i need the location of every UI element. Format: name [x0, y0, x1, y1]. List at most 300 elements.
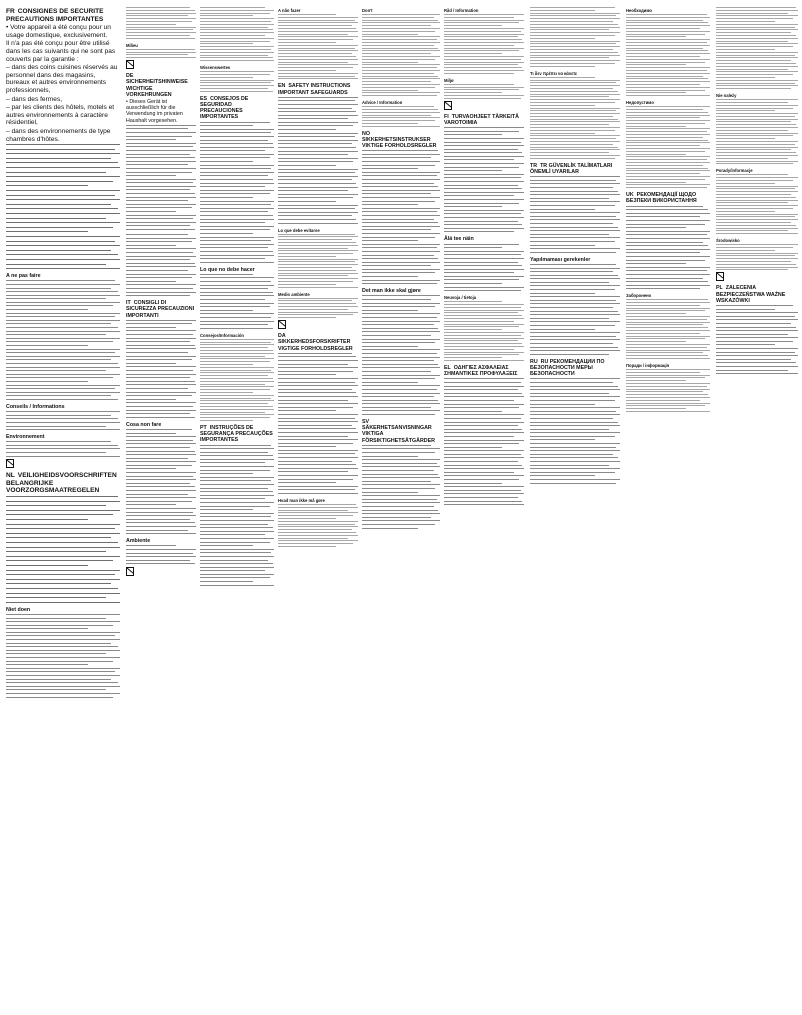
text-line — [716, 188, 795, 189]
text-line — [200, 321, 274, 322]
text-line — [362, 14, 440, 15]
section — [444, 114, 524, 233]
text-line — [200, 317, 271, 318]
text-line — [530, 32, 620, 33]
text-line — [362, 360, 434, 361]
text-line — [200, 277, 274, 278]
text-line — [444, 450, 524, 451]
text-line — [6, 331, 120, 332]
subsection-heading — [126, 43, 196, 48]
text-line — [362, 492, 418, 493]
text-line — [626, 285, 710, 286]
text-line — [530, 24, 618, 25]
text-line — [278, 136, 355, 137]
illegible-text-block — [444, 301, 524, 361]
text-line — [126, 229, 195, 230]
text-line — [200, 403, 268, 404]
text-line — [626, 25, 710, 26]
text-line — [626, 131, 707, 132]
text-line — [716, 29, 798, 30]
text-line — [200, 129, 274, 130]
text-line — [278, 73, 358, 74]
text-line — [444, 142, 521, 143]
section — [716, 238, 798, 281]
text-line — [362, 410, 440, 411]
text-line — [716, 197, 796, 198]
text-line — [716, 52, 798, 53]
text-line — [362, 331, 440, 332]
text-line — [200, 542, 270, 543]
text-line — [126, 238, 196, 239]
text-line — [716, 124, 796, 125]
text-line — [444, 497, 518, 498]
text-line — [444, 338, 524, 339]
text-line — [278, 245, 358, 246]
column-4 — [278, 6, 358, 1009]
text-line — [126, 490, 196, 491]
text-line — [200, 41, 270, 42]
text-line — [278, 515, 353, 516]
paragraph: • Dieses Gerät ist ausschließlich für die Verwendung im privaten Haushalt vorgesehen. — [126, 98, 183, 124]
text-line — [278, 39, 353, 40]
text-line — [278, 403, 358, 404]
text-line — [626, 28, 700, 29]
text-line — [362, 201, 435, 202]
text-line — [200, 480, 271, 481]
subsection-heading — [200, 333, 274, 338]
text-line — [126, 374, 196, 375]
text-line — [200, 172, 274, 173]
text-line — [626, 142, 710, 143]
text-line — [362, 295, 440, 296]
text-line — [716, 341, 793, 342]
text-line — [626, 333, 700, 334]
text-line — [444, 167, 519, 168]
text-line — [626, 120, 710, 121]
text-line — [200, 328, 273, 329]
text-line — [362, 265, 431, 266]
text-line — [200, 347, 268, 348]
text-line — [278, 22, 358, 23]
text-line — [200, 406, 273, 407]
text-line — [444, 307, 521, 308]
text-line — [200, 549, 274, 550]
heading-text: Det man ikke skal gjøre — [362, 288, 421, 295]
text-line — [362, 310, 418, 311]
text-line — [126, 10, 195, 11]
illegible-text-block — [444, 84, 524, 99]
text-line — [126, 186, 196, 187]
text-line — [278, 154, 348, 155]
text-line — [716, 247, 793, 248]
text-line — [278, 287, 358, 288]
illegible-text-block — [716, 174, 798, 234]
heading-text: Medio ambiente — [278, 291, 310, 297]
text-line — [362, 193, 431, 194]
text-line — [626, 358, 710, 359]
text-line — [444, 454, 521, 455]
text-line — [444, 251, 524, 252]
text-line — [362, 477, 440, 478]
heading-text: Hvad man ikke må gøre — [278, 498, 325, 503]
text-line — [444, 283, 502, 284]
text-line — [716, 144, 795, 145]
section — [126, 300, 196, 418]
text-line — [362, 403, 440, 404]
text-line — [6, 313, 120, 314]
text-line — [6, 352, 115, 353]
text-line — [530, 396, 620, 397]
text-line — [362, 393, 440, 394]
text-line — [278, 70, 336, 71]
text-line — [362, 95, 437, 96]
text-line — [530, 321, 620, 322]
text-line — [530, 96, 609, 97]
text-line — [530, 176, 620, 177]
text-line — [200, 452, 268, 453]
heading-text: Środowisko — [716, 238, 740, 244]
text-line — [6, 639, 120, 640]
text-line — [362, 375, 440, 376]
text-line — [278, 125, 353, 126]
text-line — [126, 429, 192, 430]
text-line — [530, 479, 620, 480]
text-line — [362, 513, 440, 514]
text-line — [6, 345, 88, 346]
text-line — [278, 303, 356, 304]
text-line — [278, 208, 355, 209]
text-line — [200, 15, 253, 16]
text-line — [6, 682, 118, 683]
text-line — [278, 36, 358, 37]
section — [444, 78, 524, 110]
text-line — [530, 303, 620, 304]
text-line — [6, 176, 120, 177]
illegible-text-block — [278, 97, 358, 224]
text-line — [126, 352, 188, 353]
text-line — [444, 247, 502, 248]
text-line — [716, 57, 798, 58]
text-line — [716, 38, 798, 39]
text-line — [6, 452, 106, 453]
section — [716, 285, 798, 374]
text-line — [6, 199, 120, 200]
illegible-text-block — [530, 7, 620, 67]
text-line — [278, 97, 358, 98]
text-line — [362, 353, 437, 354]
text-line — [444, 304, 524, 305]
text-line — [530, 152, 609, 153]
text-line — [444, 346, 524, 347]
heading-text: VEILIGHEIDSVOORSCHRIFTEN BELANGRIJKE VOORZORGSMAATREGELEN — [6, 472, 117, 495]
text-line — [200, 85, 274, 86]
text-line — [444, 310, 524, 311]
text-line — [626, 278, 703, 279]
text-line — [200, 229, 270, 230]
subsection-heading — [530, 71, 620, 76]
text-line — [530, 472, 615, 473]
text-line — [6, 621, 120, 622]
text-line — [444, 22, 519, 23]
text-line — [444, 92, 502, 93]
subsection-heading — [278, 498, 358, 503]
text-line — [200, 306, 270, 307]
text-line — [626, 288, 700, 289]
text-line — [530, 57, 609, 58]
language-code: FI — [444, 113, 449, 120]
illegible-text-block — [444, 378, 524, 505]
text-line — [530, 439, 595, 440]
text-line — [278, 256, 336, 257]
text-line — [200, 21, 271, 22]
text-line — [530, 278, 620, 279]
text-line — [362, 165, 435, 166]
text-line — [126, 545, 176, 546]
text-line — [126, 526, 196, 527]
text-line — [278, 400, 348, 401]
text-line — [444, 321, 514, 322]
text-line — [6, 646, 118, 647]
text-line — [444, 315, 522, 316]
text-line — [626, 400, 700, 401]
text-line — [278, 518, 336, 519]
text-line — [6, 496, 118, 497]
text-line — [278, 242, 356, 243]
text-line — [444, 360, 524, 361]
subsection-heading — [444, 78, 524, 83]
text-line — [200, 71, 274, 72]
text-line — [530, 113, 620, 114]
text-line — [530, 80, 620, 81]
text-line — [278, 158, 358, 159]
text-line — [126, 222, 196, 223]
text-line — [126, 479, 196, 480]
paragraph: – dans des environnements de type chambres d'hôtes. — [6, 127, 111, 143]
illegible-text-block — [530, 176, 620, 252]
text-line — [200, 531, 274, 532]
text-line — [716, 186, 798, 187]
text-line — [200, 147, 274, 148]
text-line — [200, 445, 271, 446]
text-line — [278, 425, 352, 426]
text-line — [444, 62, 524, 63]
text-line — [626, 173, 700, 174]
text-line — [530, 201, 620, 202]
text-line — [278, 482, 336, 483]
text-line — [362, 226, 440, 227]
text-line — [6, 429, 120, 430]
heading-text: SAFETY INSTRUCTIONS IMPORTANT SAFEGUARDS — [278, 83, 351, 96]
text-line — [626, 148, 710, 149]
text-line — [200, 477, 274, 478]
section — [626, 192, 710, 289]
text-line — [362, 520, 440, 521]
text-line — [126, 32, 196, 33]
text-line — [200, 420, 253, 421]
text-line — [444, 17, 514, 18]
text-line — [530, 422, 618, 423]
text-line — [530, 418, 613, 419]
text-line — [126, 241, 192, 242]
text-line — [530, 187, 613, 188]
text-line — [716, 261, 791, 262]
text-line — [6, 222, 120, 223]
text-line — [126, 252, 193, 253]
text-line — [200, 520, 274, 521]
text-line — [530, 147, 618, 148]
text-line — [530, 212, 620, 213]
text-line — [626, 162, 710, 163]
text-line — [126, 458, 188, 459]
text-line — [530, 332, 620, 333]
text-line — [362, 303, 440, 304]
section — [126, 422, 196, 534]
text-line — [716, 18, 793, 19]
text-line — [362, 452, 435, 453]
text-line — [444, 67, 522, 68]
text-line — [278, 104, 358, 105]
text-line — [626, 14, 707, 15]
text-line — [126, 533, 196, 534]
text-line — [530, 411, 616, 412]
text-line — [716, 214, 798, 215]
text-line — [278, 48, 355, 49]
text-line — [6, 588, 118, 589]
text-line — [6, 686, 120, 687]
text-line — [278, 317, 336, 318]
text-line — [200, 18, 274, 19]
text-line — [626, 156, 710, 157]
text-line — [444, 418, 521, 419]
text-line — [626, 336, 710, 337]
text-line — [444, 50, 519, 51]
text-line — [626, 209, 708, 210]
text-line — [200, 574, 274, 575]
text-line — [200, 157, 270, 158]
text-line — [362, 109, 438, 110]
text-line — [6, 280, 115, 281]
text-line — [626, 327, 708, 328]
text-line — [126, 263, 195, 264]
text-line — [278, 298, 358, 299]
text-line — [444, 36, 518, 37]
environment-row — [716, 272, 798, 281]
text-line — [200, 498, 265, 499]
text-line — [362, 317, 437, 318]
section — [200, 333, 274, 421]
text-line — [6, 445, 118, 446]
text-line — [278, 45, 358, 46]
text-line — [530, 425, 620, 426]
text-line — [530, 77, 595, 78]
text-line — [626, 117, 700, 118]
text-line — [278, 253, 353, 254]
text-line — [200, 370, 271, 371]
text-line — [626, 170, 710, 171]
section — [530, 257, 620, 355]
text-line — [362, 150, 438, 151]
text-line — [530, 223, 613, 224]
text-line — [6, 341, 113, 342]
text-line — [278, 306, 358, 307]
text-line — [716, 85, 798, 86]
section — [6, 404, 120, 430]
text-line — [626, 338, 705, 339]
illegible-text-block — [278, 298, 358, 319]
text-line — [200, 400, 274, 401]
heading-text: Porady/informacje — [716, 168, 753, 174]
section-heading — [6, 472, 120, 495]
language-code: NO — [362, 130, 370, 137]
text-line — [626, 184, 710, 185]
text-line — [530, 483, 616, 484]
text-line — [126, 483, 190, 484]
text-line — [6, 377, 113, 378]
text-line — [362, 385, 440, 386]
text-line — [6, 679, 111, 680]
text-line — [200, 288, 268, 289]
section — [200, 425, 274, 586]
text-line — [716, 69, 788, 70]
text-line — [362, 20, 438, 21]
text-line — [530, 88, 613, 89]
text-line — [278, 468, 358, 469]
text-line — [126, 136, 192, 137]
section — [6, 434, 120, 468]
text-line — [126, 515, 196, 516]
illegible-text-block — [278, 504, 358, 547]
language-code: EL — [444, 365, 451, 371]
text-line — [362, 474, 438, 475]
text-line — [278, 259, 358, 260]
text-line — [444, 443, 519, 444]
text-line — [6, 528, 115, 529]
text-line — [716, 149, 791, 150]
text-line — [6, 320, 120, 321]
text-line — [126, 556, 196, 557]
text-line — [278, 201, 336, 202]
text-line — [200, 237, 274, 238]
section-heading — [6, 8, 120, 23]
text-line — [444, 279, 519, 280]
text-line — [716, 344, 775, 345]
text-line — [6, 635, 115, 636]
heading-text: Älä tee näin — [444, 236, 474, 243]
text-line — [530, 149, 620, 150]
text-line — [444, 432, 524, 433]
section — [530, 163, 620, 253]
text-line — [716, 155, 798, 156]
text-line — [6, 643, 111, 644]
text-line — [626, 330, 710, 331]
text-line — [6, 302, 120, 303]
text-line — [530, 35, 615, 36]
illegible-text-block — [6, 614, 120, 698]
section — [626, 363, 710, 412]
text-line — [444, 56, 524, 57]
heading-text: CONSIGLI DI SICUREZZA PRECAUZIONI IMPORTANTI — [126, 300, 195, 319]
text-line — [444, 352, 524, 353]
text-line — [530, 198, 609, 199]
text-line — [200, 358, 274, 359]
text-line — [362, 481, 431, 482]
text-line — [126, 476, 193, 477]
text-line — [716, 77, 775, 78]
text-line — [626, 73, 710, 74]
text-line — [126, 274, 196, 275]
text-line — [6, 456, 120, 457]
heading-text: Недопустимо — [626, 100, 654, 106]
